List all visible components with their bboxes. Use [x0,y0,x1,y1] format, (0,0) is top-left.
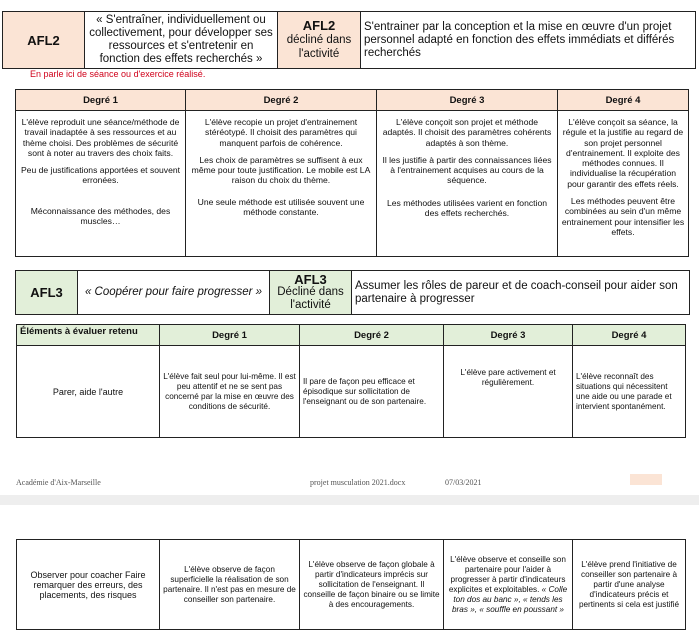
afl2-header-table [2,11,696,69]
afl2-code: AFL2 [3,12,85,69]
afl2-d2-p2: Les choix de paramètres se suffisent à eux même pour toute justification. Le mobile est LA raison du choix du thème. [191,154,371,186]
afl2-degree-1-cell [16,111,186,257]
afl3-code: AFL3 [16,271,78,315]
afl3-table-bottom [16,539,686,630]
afl3-criteria-header: Éléments à évaluer retenu [17,325,160,346]
afl3-row2-degree-1: L'élève observe de façon superficielle la réalisation de son partenaire. Il n'est pas en mesure de conseiller son partenaire. [160,540,300,630]
afl3-header-table [15,270,690,315]
afl2-declined [278,12,361,69]
afl3-declined-code: AFL3 [294,272,327,287]
afl3-row1-degree-4: L'élève reconnaît des situations qui nécessitent une aide ou une parade et intervient spontanément. [573,346,686,438]
afl3-degree-3-header: Degré 3 [444,325,573,346]
afl3-row2-degree-3 [444,540,573,630]
afl2-d4-p2: Les méthodes peuvent être combinées au sein d'un même entrainement pour intensifier les effets. [561,196,685,237]
afl2-declined-label: décliné dans l'activité [286,34,352,60]
afl2-declined-code: AFL2 [302,18,336,33]
footer-left: Académie d'Aix-Marseille [16,478,101,487]
afl2-degree-4-cell [558,111,689,257]
afl2-description: S'entrainer par la conception et la mise en œuvre d'un projet personnel adapté en fonction des effets immédiats et différés recherchés [361,12,696,69]
afl2-degree-2-cell [186,111,377,257]
page-break-band [0,495,699,505]
afl2-degree-3-cell [377,111,558,257]
afl3-row2-degree-3-quotes: « Colle ton dos au banc », « tends les bras », « souffle en poussant » [452,584,568,614]
afl3-description: Assumer les rôles de pareur et de coach-conseil pour aider son partenaire à progresser [352,271,690,315]
afl2-quote: « S'entraîner, individuellement ou collectivement, pour développer ses ressources et s'entretenir en fonction des effets recherchés » [85,12,278,69]
afl3-declined [270,271,352,315]
afl3-row2-degree-2: L'élève observe de façon globale à partir d'indicateurs imprécis sur sollicitation de l'enseignant. Il conseille de façon binaire ou se limite à des encouragements. [300,540,444,630]
afl3-declined-label: Décliné dans l'activité [277,286,344,311]
afl2-note: En parle ici de séance ou d'exercice réalisé. [30,69,206,79]
afl2-d1-p3: Méconnaissance des méthodes, des muscles… [30,205,171,227]
afl2-d3-p1: L'élève conçoit son projet et méthode adaptés. Il choisit des paramètres cohérents adaptés à son thème. [382,117,552,148]
footer-highlight-box [630,474,662,485]
afl3-row1-label: Parer, aide l'autre [17,346,160,438]
afl2-d4-p1: L'élève conçoit sa séance, la régule et la justifie au regard de son projet personnel d'entrainement. Il exploite des méthodes connues. Il individualise la récupération pour garantir des effets réels. [562,117,684,189]
afl3-row1-degree-1: L'élève fait seul pour lui-même. Il est peu attentif et ne se sent pas concerné par la mise en œuvre des conditions de sécurité. [160,346,300,438]
afl3-row2-degree-4: L'élève prend l'initiative de conseiller son partenaire à partir d'une analyse d'indicateurs précis et pertinents si cela est justifié [573,540,686,630]
afl3-degree-1-header: Degré 1 [160,325,300,346]
afl2-degree-2-header: Degré 2 [186,90,377,111]
afl2-d2-p3: Une seule méthode est utilisée souvent une méthode constante. [197,196,365,218]
afl3-degree-4-header: Degré 4 [573,325,686,346]
afl3-degree-2-header: Degré 2 [300,325,444,346]
footer-center: projet musculation 2021.docx [310,478,406,487]
afl3-table-top [16,324,686,438]
afl3-row1-degree-2: Il pare de façon peu efficace et épisodique sur sollicitation de l'enseignant ou de son partenaire. [300,346,444,438]
afl2-d2-p1: L'élève recopie un projet d'entrainement stéréotypé. Il choisit des paramètres qui manquent parfois de cohérence. [204,117,358,148]
afl2-d1-p1: L'élève reproduit une séance/méthode de travail inadaptée à ses ressources et au thème choisi. Des problèmes de sécurité sont à noter au travers des choix faits. [21,117,180,158]
footer-right: 07/03/2021 [445,478,482,487]
afl3-row1-degree-3: L'élève pare activement et régulièrement. [444,346,573,438]
afl2-degree-3-header: Degré 3 [377,90,558,111]
afl2-d3-p2: Il les justifie à partir des connaissances liées à l'entrainement acquises au cours de la séquence. [382,154,552,186]
afl2-degree-1-header: Degré 1 [16,90,186,111]
afl3-row2-degree-3-text: L'élève observe et conseille son partenaire pour l'aider à progresser à partir d'indicateurs explicites et exploitables. [448,554,566,594]
afl3-row2-label: Observer pour coacher Faire remarquer des erreurs, des placements, des risques [17,540,160,630]
afl2-degree-4-header: Degré 4 [558,90,689,111]
afl3-quote: « Coopérer pour faire progresser » [78,271,270,315]
afl2-degrees-table [15,89,689,257]
afl2-d3-p3: Les méthodes utilisées varient en fonction des effets recherchés. [386,197,548,219]
afl2-d1-p2: Peu de justifications apportées et souvent erronées. [20,165,181,186]
